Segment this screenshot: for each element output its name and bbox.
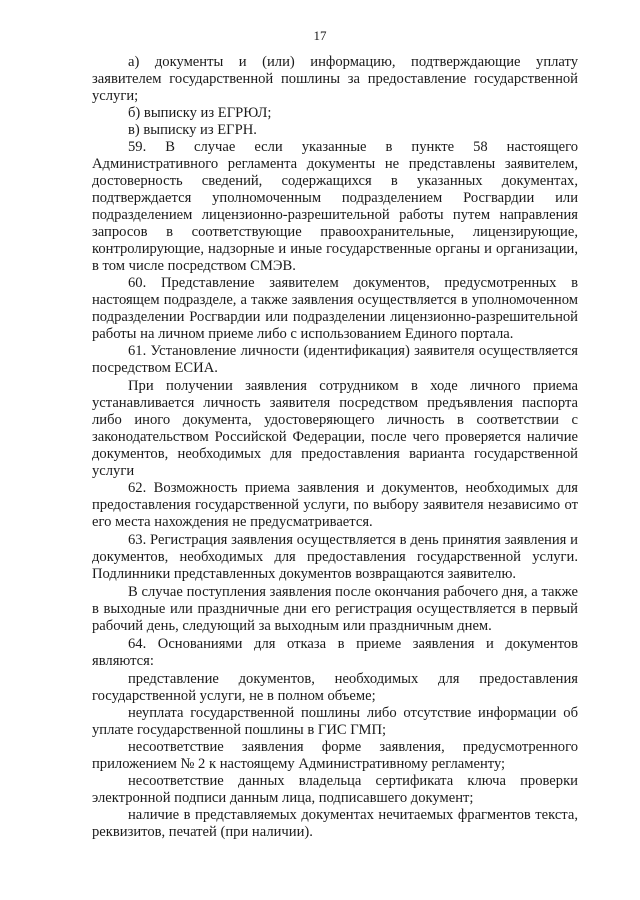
refusal-ground-incomplete-documents: представление документов, необходимых для предоставления государственной услуги, не в полном объеме;	[92, 671, 578, 704]
paragraph-64: 64. Основаниями для отказа в приеме заявления и документов являются:	[92, 636, 578, 669]
paragraph-61: 61. Установление личности (идентификация) заявителя осуществляется посредством ЕСИА.	[92, 343, 578, 376]
refusal-ground-unpaid-fee: неуплата государственной пошлины либо отсутствие информации об уплате государственной пошлины в ГИС ГМП;	[92, 705, 578, 738]
document-body	[92, 54, 578, 841]
paragraph-61-continued: При получении заявления сотрудником в ходе личного приема устанавливается личность заявителя посредством предъявления паспорта либо иного документа, удостоверяющего личность в соответствии с законодательством Российской Федерации, после чего проверяется наличие документов, необходимых для предоставления варианта государственной услуги	[92, 378, 578, 479]
paragraph-item-a: а) документы и (или) информацию, подтверждающие уплату заявителем государственной пошлины за предоставление государственной услуги;	[92, 54, 578, 104]
page-number: 17	[313, 28, 327, 43]
paragraph-63-continued: В случае поступления заявления после окончания рабочего дня, а также в выходные или праздничные дни его регистрация осуществляется в первый рабочий день, следующий за выходным или праздничным днем.	[92, 584, 578, 634]
refusal-ground-signature-mismatch: несоответствие данных владельца сертификата ключа проверки электронной подписи данным лица, подписавшего документ;	[92, 773, 578, 806]
refusal-ground-form-mismatch: несоответствие заявления форме заявления, предусмотренного приложением № 2 к настоящему Административному регламенту;	[92, 739, 578, 772]
paragraph-62: 62. Возможность приема заявления и документов, необходимых для предоставления государственной услуги, по выбору заявителя независимо от его места нахождения не предусматривается.	[92, 480, 578, 530]
paragraph-item-v: в) выписку из ЕГРН.	[128, 122, 257, 138]
paragraph-60: 60. Представление заявителем документов, предусмотренных в настоящем подразделе, а также заявления осуществляется в уполномоченном подразделении Росгвардии или подразделении лицензионно-разрешительной работы на личном приеме либо с использованием Единого портала.	[92, 275, 578, 342]
paragraph-item-b: б) выписку из ЕГРЮЛ;	[128, 105, 272, 121]
refusal-ground-unreadable-fragments: наличие в представляемых документах нечитаемых фрагментов текста, реквизитов, печатей (при наличии).	[92, 807, 578, 840]
paragraph-59: 59. В случае если указанные в пункте 58 настоящего Административного регламента документы не представлены заявителем, достоверность сведений, содержащихся в указанных документах, подтверждается уполномоченным подразделением Росгвардии или подразделением лицензионно-разрешительной работы путем направления запросов в соответствующие правоохранительные, лицензирующие, контролирующие, надзорные и иные государственные органы и организации, в том числе посредством СМЭВ.	[92, 139, 578, 274]
paragraph-63: 63. Регистрация заявления осуществляется в день принятия заявления и документов, необходимых для предоставления государственной услуги. Подлинники представленных документов возвращаются заявителю.	[92, 532, 578, 582]
